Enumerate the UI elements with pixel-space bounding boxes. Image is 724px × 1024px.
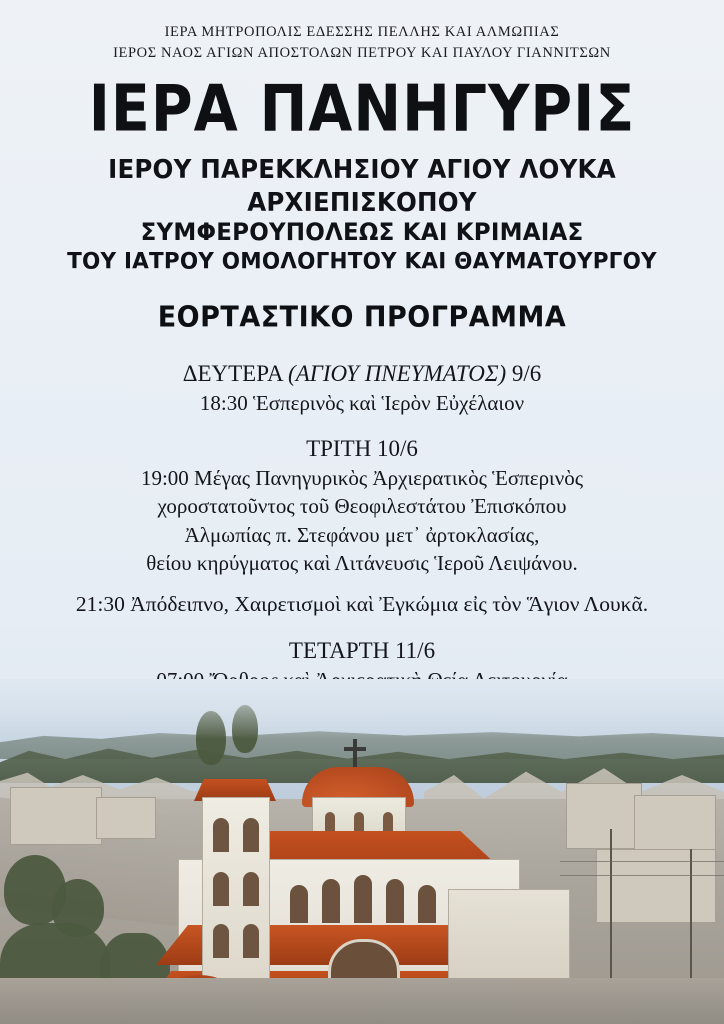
- photo-church-building: [150, 739, 570, 1019]
- day-heading-monday: [0, 359, 724, 389]
- day-heading-monday-text: ΔΕΥΤΕΡΑ: [182, 360, 289, 386]
- day-heading-wednesday: ΤΕΤΑΡΤΗ 11/6: [288, 638, 436, 664]
- header-line-church: ΙΕΡΟΣ ΝΑΟΣ ΑΓΙΩΝ ΑΠΟΣΤΟΛΩΝ ΠΕΤΡΟΥ ΚΑΙ ΠΑΥΛΟΥ ΓΙΑΝΝΙΤΣΩΝ: [113, 45, 611, 62]
- subtitle-line-2: ΣΥΜΦΕΡΟΥΠΟΛΕΩΣ ΚΑΙ ΚΡΙΜΑΙΑΣ: [140, 219, 584, 247]
- title-subtitle: [0, 154, 724, 277]
- utility-pole: [610, 829, 612, 989]
- photo-building: [10, 787, 102, 845]
- bell-tower-arch: [243, 924, 259, 958]
- bell-tower-arch: [213, 872, 229, 906]
- church-photo: [0, 679, 724, 1024]
- church-window: [322, 879, 340, 923]
- program-title: ΕΟΡΤΑΣΤΙΚΟ ΠΡΟΓΡΑΜΜΑ: [157, 300, 567, 334]
- program-entry-tuesday-1-detail-1: χοροστατοῦντος τοῦ Θεοφιλεστάτου Ἐπισκόπου: [157, 494, 567, 519]
- day-heading-monday-note: (ΑΓΙΟΥ ΠΝΕΥΜΑΤΟΣ): [288, 360, 507, 386]
- bell-tower: [202, 797, 270, 999]
- subtitle-line-3: ΤΟΥ ΙΑΤΡΟΥ ΟΜΟΛΟΓΗΤΟΥ ΚΑΙ ΘΑΥΜΑΤΟΥΡΓΟΥ: [67, 248, 657, 275]
- header-line-metropolis: ΙΕΡΑ ΜΗΤΡΟΠΟΛΙΣ ΕΔΕΣΣΗΣ ΠΕΛΛΗΣ ΚΑΙ ΑΛΜΩΠΙΑΣ: [164, 24, 560, 40]
- program-entry-tuesday-1-detail-2: Ἀλμωπίας π. Στεφάνου μετ᾽ ἀρτοκλασίας,: [184, 522, 540, 547]
- bell-tower-arch: [243, 872, 259, 906]
- photo-building: [566, 783, 642, 849]
- program-entry-tuesday-1: 19:00 Μέγας Πανηγυρικὸς Ἀρχιερατικὸς Ἑσπερινὸς: [140, 466, 584, 491]
- day-heading-monday-date: 9/6: [506, 360, 542, 386]
- church-window: [418, 885, 436, 923]
- bell-tower-arch: [213, 924, 229, 958]
- program-entry-tuesday-2: 21:30 Ἀπόδειπνο, Χαιρετισμοὶ καὶ Ἐγκώμια εἰς τὸν Ἅγιον Λουκᾶ.: [75, 592, 649, 617]
- church-window: [290, 885, 308, 923]
- program-entry-monday-1: 18:30 Ἑσπερινὸς καὶ Ἱερὸν Εὐχέλαιον: [199, 390, 525, 415]
- photo-top-fade: [0, 679, 724, 739]
- utility-pole: [690, 849, 692, 989]
- subtitle-line-1: ΙΕΡΟΥ ΠΑΡΕΚΚΛΗΣΙΟΥ ΑΓΙΟΥ ΛΟΥΚΑ ΑΡΧΙΕΠΙΣΚΟΠΟΥ: [108, 154, 616, 217]
- program-day-tuesday: [0, 434, 724, 619]
- power-line: [560, 861, 724, 862]
- church-window: [354, 875, 372, 923]
- page-title: ΙΕΡΑ ΠΑΝΗΓΥΡΙΣ: [88, 72, 636, 147]
- day-heading-tuesday: ΤΡΙΤΗ 10/6: [306, 436, 418, 462]
- photo-building: [96, 797, 156, 839]
- bell-tower-arch: [213, 818, 229, 852]
- power-line: [560, 875, 724, 876]
- photo-foreground-wall: [0, 978, 724, 1024]
- bell-tower-arch: [243, 818, 259, 852]
- program-entry-tuesday-1-detail-3: θείου κηρύγματος καὶ Λιτάνευσις Ἱεροῦ Λειψάνου.: [146, 551, 578, 576]
- program-day-monday: [0, 359, 724, 417]
- header: [0, 0, 724, 64]
- church-window: [386, 879, 404, 923]
